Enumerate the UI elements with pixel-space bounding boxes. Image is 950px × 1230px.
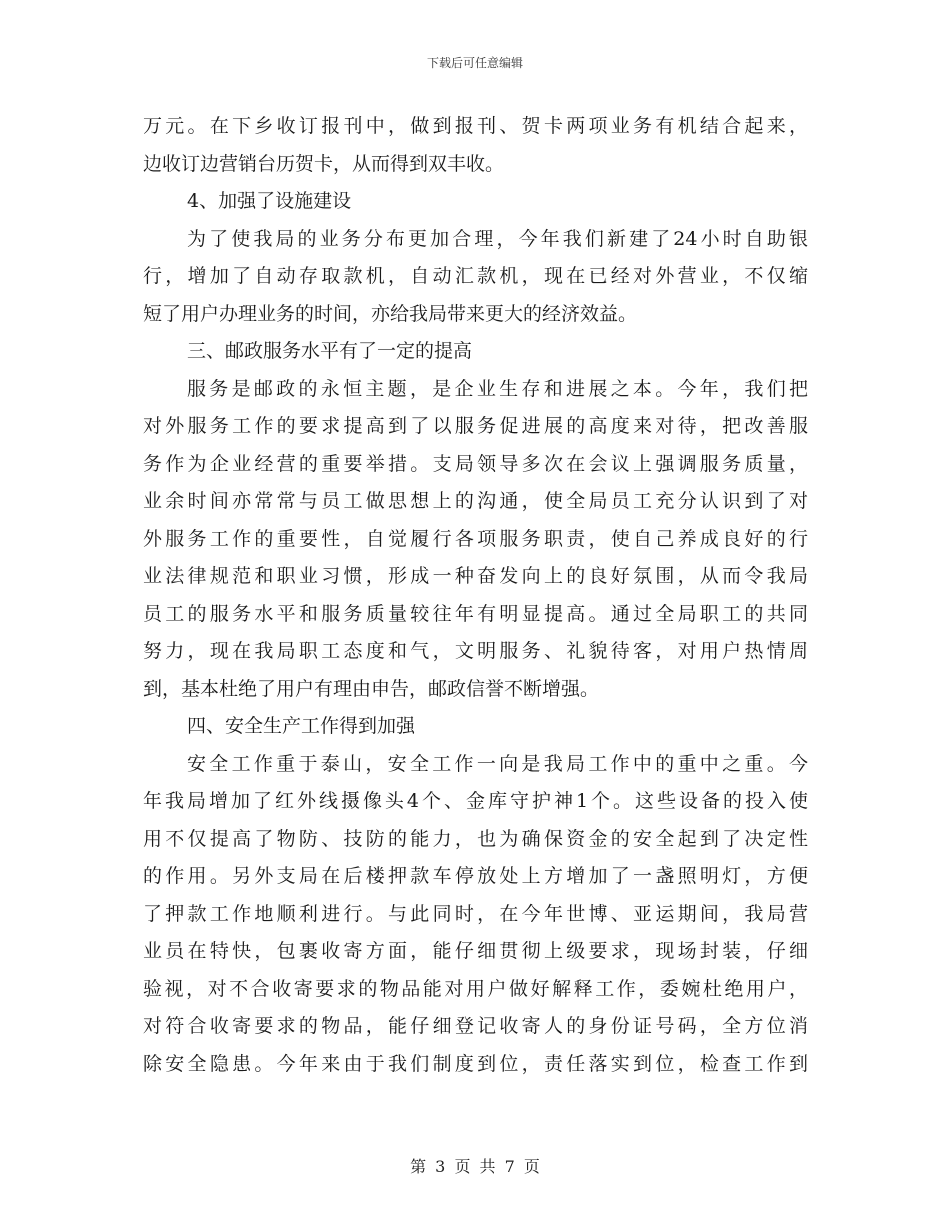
text-line: 年我局增加了红外线摄像头4个、金库守护神1个。这些设备的投入使 xyxy=(143,790,808,812)
text-line: 行，增加了自动存取款机，自动汇款机，现在已经对外营业，不仅缩 xyxy=(143,265,808,287)
text-line: 4、加强了设施建设 xyxy=(187,190,352,212)
text-line: 员工的服务水平和服务质量较往年有明显提高。通过全局职工的共同 xyxy=(143,602,808,625)
text-line: 四、安全生产工作得到加强 xyxy=(187,715,416,737)
page-header: 下载后可任意编辑 xyxy=(426,56,523,70)
text-line: 除安全隐患。今年来由于我们制度到位，责任落实到位，检查工作到 xyxy=(143,1052,808,1075)
text-line: 业余时间亦常常与员工做思想上的沟通，使全局员工充分认识到了对 xyxy=(143,490,808,512)
text-line: 的作用。另外支局在后楼押款车停放处上方增加了一盏照明灯，方便 xyxy=(143,865,808,887)
document-body xyxy=(143,108,808,1083)
text-line: 努力，现在我局职工态度和气，文明服务、礼貌待客，对用户热情周 xyxy=(143,640,808,662)
text-line: 边收订边营销台历贺卡，从而得到双丰收。 xyxy=(143,152,505,175)
text-line: 业法律规范和职业习惯，形成一种奋发向上的良好氛围，从而令我局 xyxy=(143,565,808,587)
page-footer: 第 3 页 共 7 页 xyxy=(410,1157,540,1176)
text-line: 对外服务工作的要求提高到了以服务促进展的高度来对待，把改善服 xyxy=(143,415,808,437)
text-line: 三、邮政服务水平有了一定的提高 xyxy=(187,340,473,362)
text-line: 用不仅提高了物防、技防的能力，也为确保资金的安全起到了决定性 xyxy=(143,827,808,850)
text-line: 服务是邮政的永恒主题，是企业生存和进展之本。今年，我们把 xyxy=(187,377,808,400)
text-line: 业员在特快，包裹收寄方面，能仔细贯彻上级要求，现场封装，仔细 xyxy=(143,940,808,962)
text-line: 安全工作重于泰山，安全工作一向是我局工作中的重中之重。今 xyxy=(187,752,808,775)
text-line: 对符合收寄要求的物品，能仔细登记收寄人的身份证号码，全方位消 xyxy=(143,1015,808,1037)
text-line: 外服务工作的重要性，自觉履行各项服务职责，使自己养成良好的行 xyxy=(143,527,808,550)
text-line: 到，基本杜绝了用户有理由申告，邮政信誉不断增强。 xyxy=(143,677,600,700)
text-line: 验视，对不合收寄要求的物品能对用户做好解释工作，委婉杜绝用户， xyxy=(143,977,808,1000)
text-line: 了押款工作地顺利进行。与此同时，在今年世博、亚运期间，我局营 xyxy=(143,902,808,925)
text-line: 短了用户办理业务的时间，亦给我局带来更大的经济效益。 xyxy=(143,302,638,325)
text-line: 务作为企业经营的重要举措。支局领导多次在会议上强调服务质量， xyxy=(143,452,808,475)
text-line: 万元。在下乡收订报刊中，做到报刊、贺卡两项业务有机结合起来， xyxy=(143,115,808,137)
text-line: 为了使我局的业务分布更加合理，今年我们新建了24小时自助银 xyxy=(187,227,808,250)
